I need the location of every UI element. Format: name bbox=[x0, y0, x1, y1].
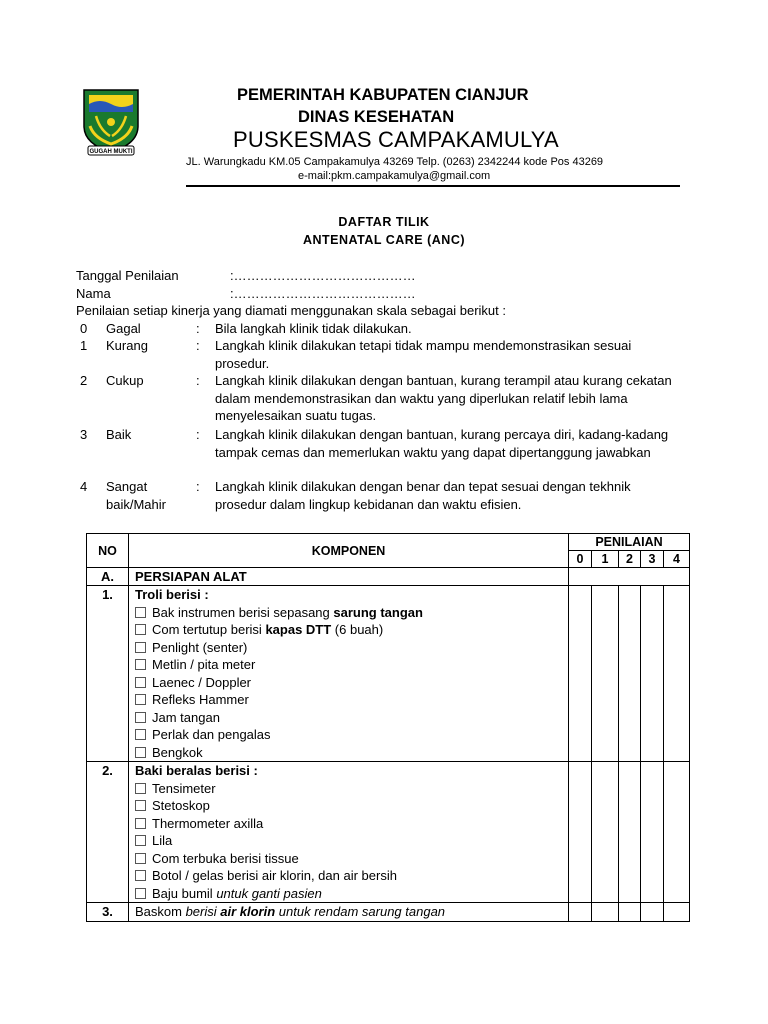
checkbox-line: Com tertutup berisi kapas DTT (6 buah) bbox=[135, 621, 568, 639]
checkbox-line: Thermometer axilla bbox=[135, 815, 568, 833]
scale-4-sep: : bbox=[196, 479, 200, 494]
item-title: Baki beralas berisi : bbox=[135, 763, 258, 778]
item-content: Baskom berisi air klorin untuk rendam sarung tangan bbox=[129, 903, 569, 922]
score-cell-1[interactable] bbox=[592, 586, 619, 762]
table-row bbox=[87, 903, 690, 922]
logo-motto: GUGAH MUKTI bbox=[89, 149, 133, 155]
score-cell-4[interactable] bbox=[664, 903, 690, 922]
score-cell-1[interactable] bbox=[592, 903, 619, 922]
field-date-value[interactable]: :…………………………………… bbox=[230, 268, 416, 283]
cianjur-regency-logo bbox=[80, 86, 142, 158]
scale-2-desc: Langkah klinik dilakukan dengan bantuan, kurang terampil atau kurang cekatan dalam mendemonstrasikan dan waktu yang diperlukan relatif lebih lama menyelesaikan suatu tugas. bbox=[215, 373, 672, 423]
table-row bbox=[87, 762, 690, 903]
document-subtitle: ANTENATAL CARE (ANC) bbox=[302, 233, 466, 247]
checkbox-line: Lila bbox=[135, 832, 568, 850]
scale-0-sep: : bbox=[196, 321, 200, 336]
checkbox-line: Penlight (senter) bbox=[135, 639, 568, 657]
checkbox-line: Bak instrumen berisi sepasang sarung tangan bbox=[135, 604, 568, 622]
checkbox-icon[interactable] bbox=[135, 642, 146, 653]
checkbox-icon[interactable] bbox=[135, 888, 146, 899]
score-cell-4[interactable] bbox=[664, 762, 690, 903]
checkbox-icon[interactable] bbox=[135, 607, 146, 618]
column-header-penilaian: PENILAIAN bbox=[569, 534, 690, 551]
score-cell-3[interactable] bbox=[641, 903, 664, 922]
scale-4-name: Sangat baik/Mahir bbox=[106, 479, 166, 512]
score-cell-0[interactable] bbox=[569, 903, 592, 922]
scale-0-number: 0 bbox=[80, 321, 88, 336]
checkbox-line: Metlin / pita meter bbox=[135, 656, 568, 674]
scale-3-number: 3 bbox=[80, 427, 88, 442]
score-header-4: 4 bbox=[664, 551, 690, 568]
checkbox-line: Botol / gelas berisi air klorin, dan air bersih bbox=[135, 867, 568, 885]
field-date-label: Tanggal Penilaian bbox=[76, 268, 179, 283]
checkbox-icon[interactable] bbox=[135, 694, 146, 705]
score-cell-1[interactable] bbox=[592, 762, 619, 903]
column-header-no: NO bbox=[87, 534, 129, 568]
score-cell-2[interactable] bbox=[619, 586, 641, 762]
checkbox-line: Stetoskop bbox=[135, 797, 568, 815]
document-title: DAFTAR TILIK bbox=[338, 215, 430, 229]
field-name-label: Nama bbox=[76, 286, 111, 301]
section-score-blank bbox=[569, 568, 690, 586]
table-row bbox=[87, 586, 690, 762]
scale-1-sep: : bbox=[196, 338, 200, 353]
checkbox-line: Jam tangan bbox=[135, 709, 568, 727]
score-cell-4[interactable] bbox=[664, 586, 690, 762]
scale-3-name: Baik bbox=[106, 427, 132, 442]
score-header-3: 3 bbox=[641, 551, 664, 568]
scale-intro: Penilaian setiap kinerja yang diamati menggunakan skala sebagai berikut : bbox=[76, 303, 506, 318]
checkbox-line: Com terbuka berisi tissue bbox=[135, 850, 568, 868]
score-cell-2[interactable] bbox=[619, 903, 641, 922]
checkbox-icon[interactable] bbox=[135, 677, 146, 688]
score-cell-0[interactable] bbox=[569, 762, 592, 903]
checkbox-line: Laenec / Doppler bbox=[135, 674, 568, 692]
item-content bbox=[129, 762, 569, 903]
checkbox-icon[interactable] bbox=[135, 853, 146, 864]
scale-4-number: 4 bbox=[80, 479, 88, 494]
scale-1-desc: Langkah klinik dilakukan tetapi tidak mampu mendemonstrasikan sesuai prosedur. bbox=[215, 338, 632, 371]
score-cell-2[interactable] bbox=[619, 762, 641, 903]
checkbox-icon[interactable] bbox=[135, 870, 146, 881]
header-address: JL. Warungkadu KM.05 Campakamulya 43269 Telp. (0263) 2342244 kode Pos 43269 bbox=[186, 156, 604, 168]
section-label: PERSIAPAN ALAT bbox=[129, 568, 569, 586]
header-divider bbox=[186, 185, 680, 187]
score-header-1: 1 bbox=[592, 551, 619, 568]
header-institution: PUSKESMAS CAMPAKAMULYA bbox=[233, 127, 559, 152]
score-cell-3[interactable] bbox=[641, 586, 664, 762]
checkbox-icon[interactable] bbox=[135, 835, 146, 846]
item-number: 1. bbox=[87, 586, 129, 762]
scale-3-sep: : bbox=[196, 427, 200, 442]
score-cell-0[interactable] bbox=[569, 586, 592, 762]
checkbox-icon[interactable] bbox=[135, 624, 146, 635]
checkbox-line: Refleks Hammer bbox=[135, 691, 568, 709]
checkbox-icon[interactable] bbox=[135, 729, 146, 740]
checkbox-icon[interactable] bbox=[135, 712, 146, 723]
checkbox-line: Bengkok bbox=[135, 744, 568, 762]
header-government: PEMERINTAH KABUPATEN CIANJUR bbox=[237, 86, 529, 104]
column-header-komponen: KOMPONEN bbox=[129, 534, 569, 568]
section-number: A. bbox=[87, 568, 129, 586]
scale-3-desc: Langkah klinik dilakukan dengan bantuan, kurang percaya diri, kadang-kadang tampak cemas dan memerlukan waktu yang dapat dipertanggung jawabkan bbox=[215, 427, 669, 460]
scale-1-name: Kurang bbox=[106, 338, 148, 353]
field-name-value[interactable]: :…………………………………… bbox=[230, 286, 416, 301]
scale-2-sep: : bbox=[196, 373, 200, 388]
checkbox-icon[interactable] bbox=[135, 747, 146, 758]
checkbox-line: Perlak dan pengalas bbox=[135, 726, 568, 744]
scale-2-number: 2 bbox=[80, 373, 88, 388]
score-header-2: 2 bbox=[619, 551, 641, 568]
checkbox-line: Tensimeter bbox=[135, 780, 568, 798]
scale-1-number: 1 bbox=[80, 338, 88, 353]
scale-0-name: Gagal bbox=[106, 321, 141, 336]
item-content bbox=[129, 586, 569, 762]
item-title: Troli berisi : bbox=[135, 587, 209, 602]
score-header-0: 0 bbox=[569, 551, 592, 568]
score-cell-3[interactable] bbox=[641, 762, 664, 903]
scale-2-name: Cukup bbox=[106, 373, 144, 388]
scale-4-desc: Langkah klinik dilakukan dengan benar dan tepat sesuai dengan tekhnik prosedur dalam lingkup kebidanan dan waktu efisien. bbox=[215, 479, 631, 512]
checkbox-icon[interactable] bbox=[135, 800, 146, 811]
header-department: DINAS KESEHATAN bbox=[298, 108, 455, 126]
header-email: e-mail:pkm.campakamulya@gmail.com bbox=[298, 170, 491, 182]
checkbox-icon[interactable] bbox=[135, 818, 146, 829]
item-number: 3. bbox=[87, 903, 129, 922]
scale-0-desc: Bila langkah klinik tidak dilakukan. bbox=[215, 321, 412, 336]
checkbox-icon[interactable] bbox=[135, 659, 146, 670]
checkbox-line: Baju bumil untuk ganti pasien bbox=[135, 885, 568, 903]
section-row bbox=[87, 568, 690, 586]
checkbox-icon[interactable] bbox=[135, 783, 146, 794]
item-number: 2. bbox=[87, 762, 129, 903]
checklist-table bbox=[86, 533, 690, 922]
